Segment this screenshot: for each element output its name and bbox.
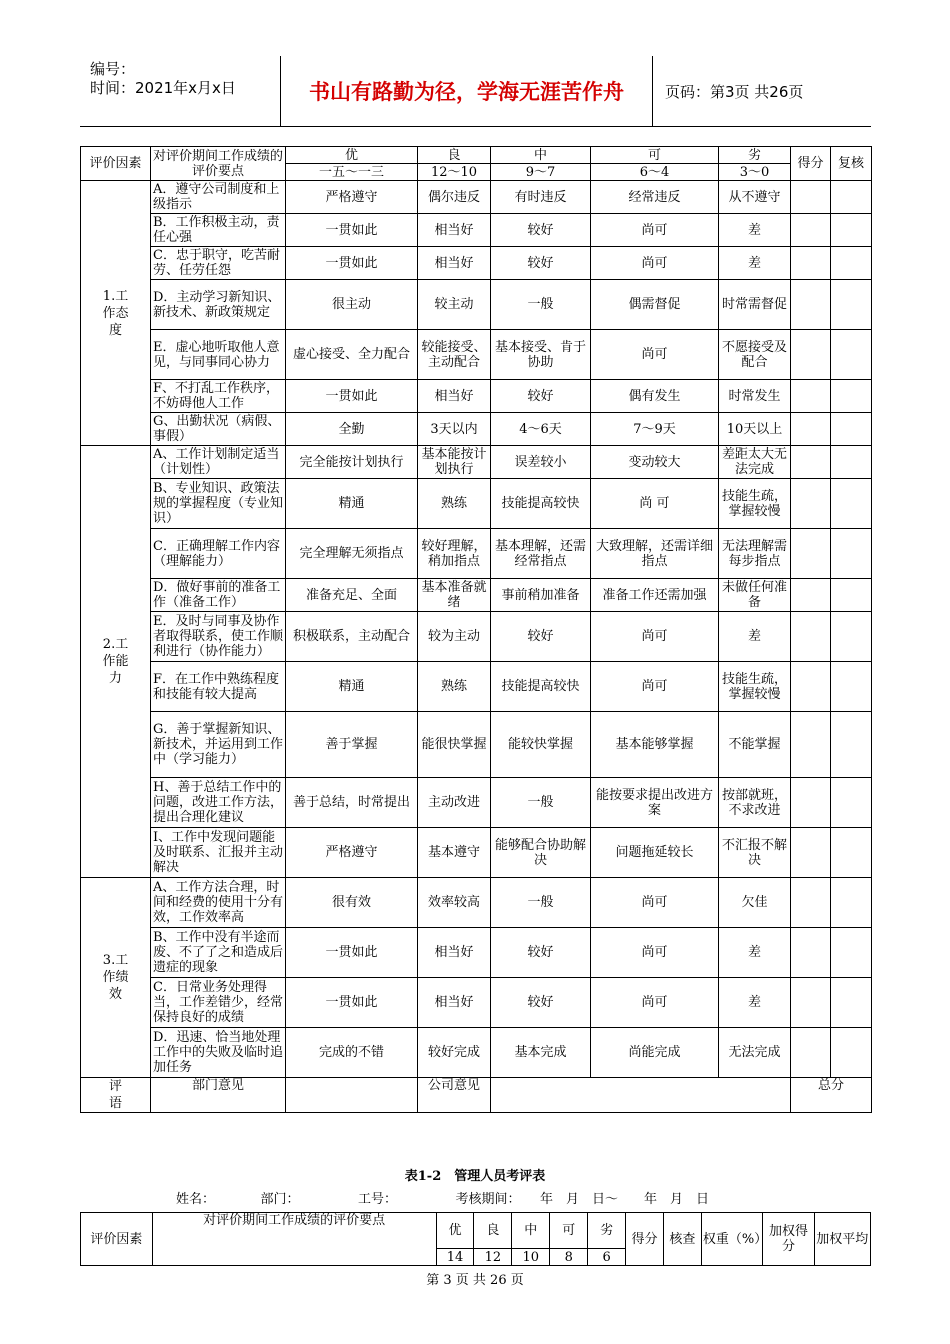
review-cell <box>831 662 872 712</box>
score-cell <box>791 712 831 778</box>
table-row <box>81 828 872 878</box>
table-row <box>81 579 872 612</box>
points-range: 一五～一三 <box>286 164 418 181</box>
score-cell <box>791 247 831 280</box>
table-row <box>81 479 872 529</box>
level-cell: 尚可 <box>591 978 719 1028</box>
review-cell <box>831 330 872 380</box>
level-cell: 4～6天 <box>491 413 591 446</box>
level-cell: 基本能够掌握 <box>591 712 719 778</box>
level-cell: 一贯如此 <box>286 928 418 978</box>
score-cell <box>791 978 831 1028</box>
level-cell: 基本能按计划执行 <box>418 446 491 479</box>
level-cell: 完全理解无须指点 <box>286 529 418 579</box>
level-cell: 较好 <box>491 612 591 662</box>
criterion-cell: E．及时与同事及协作者取得联系，使工作顺利进行（协作能力） <box>151 612 286 662</box>
level-cell: 变动较大 <box>591 446 719 479</box>
level-cell: 善于掌握 <box>286 712 418 778</box>
review-cell <box>831 214 872 247</box>
table-row <box>81 978 872 1028</box>
dept-opinion-label: 部门意见 <box>151 1078 286 1113</box>
level-cell: 精通 <box>286 662 418 712</box>
score-cell <box>791 878 831 928</box>
table-row <box>81 529 872 579</box>
table-row <box>81 662 872 712</box>
level-cell: 虚心接受、全力配合 <box>286 330 418 380</box>
score-cell <box>791 928 831 978</box>
level-cell: 严格遵守 <box>286 181 418 214</box>
criteria-header: 对评价期间工作成绩的评价要点 <box>151 147 286 181</box>
company-opinion-label: 公司意见 <box>418 1078 491 1113</box>
factor-cell: 3.工作绩效 <box>81 878 151 1078</box>
level-cell: 尚可 <box>591 247 719 280</box>
score-cell <box>791 380 831 413</box>
table-row <box>81 446 872 479</box>
comment-label: 评语 <box>81 1078 151 1113</box>
t2-points: 6 <box>588 1249 626 1266</box>
t2-grade-header: 劣 <box>588 1213 626 1249</box>
score-cell <box>791 330 831 380</box>
level-cell: 基本理解，还需经常指点 <box>491 529 591 579</box>
review-cell <box>831 380 872 413</box>
t2-grade-header: 可 <box>550 1213 588 1249</box>
level-cell: 技能提高较快 <box>491 662 591 712</box>
level-cell: 尚 可 <box>591 479 719 529</box>
level-cell: 不汇报不解决 <box>719 828 791 878</box>
t2-grade-header: 良 <box>474 1213 512 1249</box>
level-cell: 基本准备就绪 <box>418 579 491 612</box>
review-cell <box>831 529 872 579</box>
review-cell <box>831 247 872 280</box>
score-cell <box>791 413 831 446</box>
review-cell <box>831 978 872 1028</box>
level-cell: 时常发生 <box>719 380 791 413</box>
grade-header: 可 <box>591 147 719 164</box>
level-cell: 积极联系，主动配合 <box>286 612 418 662</box>
level-cell: 经常违反 <box>591 181 719 214</box>
doc-meta <box>90 60 280 98</box>
score-cell <box>791 446 831 479</box>
table2-title: 表1-2 管理人员考评表 <box>404 1169 546 1184</box>
level-cell: 差 <box>719 978 791 1028</box>
level-cell: 主动改进 <box>418 778 491 828</box>
grade-header: 劣 <box>719 147 791 164</box>
level-cell: 严格遵守 <box>286 828 418 878</box>
level-cell: 不能掌握 <box>719 712 791 778</box>
level-cell: 偶需督促 <box>591 280 719 330</box>
t2-grade-header: 优 <box>436 1213 474 1249</box>
level-cell: 相当好 <box>418 380 491 413</box>
review-cell <box>831 579 872 612</box>
level-cell: 按部就班，不求改进 <box>719 778 791 828</box>
header-divider <box>652 56 653 126</box>
level-cell: 一贯如此 <box>286 247 418 280</box>
review-cell <box>831 928 872 978</box>
score-cell <box>791 579 831 612</box>
level-cell: 7～9天 <box>591 413 719 446</box>
score-cell <box>791 828 831 878</box>
t2-points: 12 <box>474 1249 512 1266</box>
level-cell: 基本接受、肯于协助 <box>491 330 591 380</box>
level-cell: 较好 <box>491 247 591 280</box>
criterion-cell: A、工作方法合理，时间和经费的使用十分有效，工作效率高 <box>151 878 286 928</box>
score-cell <box>791 280 831 330</box>
t2-review-header: 核查 <box>663 1213 701 1266</box>
level-cell: 欠佳 <box>719 878 791 928</box>
level-cell: 尚可 <box>591 612 719 662</box>
review-cell <box>831 828 872 878</box>
level-cell: 尚可 <box>591 878 719 928</box>
level-cell: 基本遵守 <box>418 828 491 878</box>
level-cell: 相当好 <box>418 214 491 247</box>
level-cell: 很有效 <box>286 878 418 928</box>
review-cell <box>831 712 872 778</box>
factor-header: 评价因素 <box>81 147 151 181</box>
points-range: 3～0 <box>719 164 791 181</box>
level-cell: 全勤 <box>286 413 418 446</box>
level-cell: 一贯如此 <box>286 978 418 1028</box>
criterion-cell: A、工作计划制定适当（计划性） <box>151 446 286 479</box>
points-range: 9～7 <box>491 164 591 181</box>
factor-cell: 1.工作态度 <box>81 181 151 446</box>
level-cell: 较好 <box>491 978 591 1028</box>
level-cell: 无法完成 <box>719 1028 791 1078</box>
criterion-cell: F．在工作中熟练程度和技能有较大提高 <box>151 662 286 712</box>
level-cell: 很主动 <box>286 280 418 330</box>
score-cell <box>791 529 831 579</box>
criterion-cell: C．正确理解工作内容（理解能力） <box>151 529 286 579</box>
review-cell <box>831 479 872 529</box>
t2-weighted-avg-header: 加权平均 <box>814 1213 870 1266</box>
level-cell: 较好 <box>491 380 591 413</box>
level-cell: 较为主动 <box>418 612 491 662</box>
score-cell <box>791 778 831 828</box>
level-cell: 误差较小 <box>491 446 591 479</box>
score-cell <box>791 662 831 712</box>
level-cell: 较好 <box>491 928 591 978</box>
table-row <box>81 778 872 828</box>
review-cell <box>831 778 872 828</box>
criterion-cell: C．忠于职守，吃苦耐劳、任劳任怨 <box>151 247 286 280</box>
level-cell: 大致理解，还需详细指点 <box>591 529 719 579</box>
level-cell: 完成的不错 <box>286 1028 418 1078</box>
level-cell: 准备充足、全面 <box>286 579 418 612</box>
table-row <box>81 330 872 380</box>
table-row <box>81 380 872 413</box>
level-cell: 准备工作还需加强 <box>591 579 719 612</box>
level-cell: 差距太大无法完成 <box>719 446 791 479</box>
level-cell: 一般 <box>491 878 591 928</box>
level-cell: 精通 <box>286 479 418 529</box>
review-cell <box>831 612 872 662</box>
level-cell: 技能提高较快 <box>491 479 591 529</box>
level-cell: 熟练 <box>418 479 491 529</box>
t2-weighted-score-header: 加权得分 <box>763 1213 814 1266</box>
level-cell: 尚可 <box>591 330 719 380</box>
review-cell <box>831 878 872 928</box>
t2-grade-header: 中 <box>512 1213 550 1249</box>
level-cell: 善于总结，时常提出 <box>286 778 418 828</box>
factor-cell: 2.工作能力 <box>81 446 151 878</box>
criterion-cell: B、工作中没有半途而废、不了了之和造成后遗症的现象 <box>151 928 286 978</box>
grade-header: 良 <box>418 147 491 164</box>
table-row <box>81 214 872 247</box>
evaluation-table <box>80 146 872 1113</box>
level-cell: 技能生疏，掌握较慢 <box>719 479 791 529</box>
level-cell: 能很快掌握 <box>418 712 491 778</box>
grade-header: 中 <box>491 147 591 164</box>
review-cell <box>831 446 872 479</box>
t2-score-header: 得分 <box>626 1213 664 1266</box>
page-header <box>80 56 871 127</box>
level-cell: 尚可 <box>591 214 719 247</box>
level-cell: 能按要求提出改进方案 <box>591 778 719 828</box>
score-cell <box>791 181 831 214</box>
level-cell: 技能生疏，掌握较慢 <box>719 662 791 712</box>
criterion-cell: D．主动学习新知识、新技术、新政策规定 <box>151 280 286 330</box>
table-row <box>81 612 872 662</box>
level-cell: 尚可 <box>591 928 719 978</box>
header-motto: 书山有路勤为径，学海无涯苦作舟 <box>309 80 624 104</box>
table2-info-line: 姓名： 部门： 工号： 考核期间： 年 月 日～ 年 月 日 <box>176 1192 710 1207</box>
points-range: 6～4 <box>591 164 719 181</box>
criterion-cell: D．做好事前的准备工作（准备工作） <box>151 579 286 612</box>
table-row <box>81 280 872 330</box>
header-page-info: 页码：第3页 共26页 <box>665 82 804 101</box>
level-cell: 未做任何准备 <box>719 579 791 612</box>
review-cell <box>831 181 872 214</box>
level-cell: 有时违反 <box>491 181 591 214</box>
level-cell: 相当好 <box>418 978 491 1028</box>
level-cell: 从不遵守 <box>719 181 791 214</box>
t2-criteria-header: 对评价期间工作成绩的评价要点 <box>152 1213 436 1266</box>
table-row <box>81 712 872 778</box>
level-cell: 不愿接受及配合 <box>719 330 791 380</box>
table-row <box>81 247 872 280</box>
table-row <box>81 1028 872 1078</box>
review-header: 复核 <box>831 147 872 181</box>
criterion-cell: D．迅速、恰当地处理工作中的失败及临时追加任务 <box>151 1028 286 1078</box>
level-cell: 较好 <box>491 214 591 247</box>
table-row <box>81 878 872 928</box>
criterion-cell: I、工作中发现问题能及时联系、汇报并主动解决 <box>151 828 286 878</box>
criterion-cell: F、不打乱工作秩序，不妨碍他人工作 <box>151 380 286 413</box>
level-cell: 无法理解需每步指点 <box>719 529 791 579</box>
t2-points: 14 <box>436 1249 474 1266</box>
doc-time-label: 时间：2021年x月x日 <box>90 79 236 97</box>
score-header: 得分 <box>791 147 831 181</box>
doc-number-label: 编号： <box>90 60 136 78</box>
points-range: 12～10 <box>418 164 491 181</box>
level-cell: 较主动 <box>418 280 491 330</box>
table-row <box>81 928 872 978</box>
level-cell: 偶有发生 <box>591 380 719 413</box>
score-cell <box>791 214 831 247</box>
dept-opinion-field <box>286 1078 418 1113</box>
level-cell: 一般 <box>491 280 591 330</box>
table-row <box>81 181 872 214</box>
criterion-cell: H、善于总结工作中的问题，改进工作方法，提出合理化建议 <box>151 778 286 828</box>
grade-header: 优 <box>286 147 418 164</box>
page-footer: 第 3 页 共 26 页 <box>426 1273 524 1288</box>
t2-points: 8 <box>550 1249 588 1266</box>
criterion-cell: B．工作积极主动，责任心强 <box>151 214 286 247</box>
level-cell: 较能接受、主动配合 <box>418 330 491 380</box>
level-cell: 事前稍加准备 <box>491 579 591 612</box>
level-cell: 完全能按计划执行 <box>286 446 418 479</box>
level-cell: 一贯如此 <box>286 214 418 247</box>
level-cell: 一贯如此 <box>286 380 418 413</box>
level-cell: 差 <box>719 214 791 247</box>
review-cell <box>831 280 872 330</box>
level-cell: 较好完成 <box>418 1028 491 1078</box>
company-opinion-field <box>491 1078 791 1113</box>
review-cell <box>831 413 872 446</box>
level-cell: 尚可 <box>591 662 719 712</box>
criterion-cell: A．遵守公司制度和上级指示 <box>151 181 286 214</box>
level-cell: 10天以上 <box>719 413 791 446</box>
level-cell: 问题拖延较长 <box>591 828 719 878</box>
level-cell: 差 <box>719 612 791 662</box>
criterion-cell: B、专业知识、政策法规的掌握程度（专业知识） <box>151 479 286 529</box>
criterion-cell: G．善于掌握新知识、新技术，并运用到工作中（学习能力） <box>151 712 286 778</box>
level-cell: 相当好 <box>418 247 491 280</box>
criterion-cell: E．虚心地听取他人意见，与同事同心协力 <box>151 330 286 380</box>
level-cell: 能够配合协助解决 <box>491 828 591 878</box>
level-cell: 差 <box>719 247 791 280</box>
level-cell: 尚能完成 <box>591 1028 719 1078</box>
score-cell <box>791 479 831 529</box>
level-cell: 差 <box>719 928 791 978</box>
level-cell: 能较快掌握 <box>491 712 591 778</box>
score-cell <box>791 1028 831 1078</box>
total-score-label: 总分 <box>791 1078 872 1113</box>
criterion-cell: G、出勤状况（病假、事假） <box>151 413 286 446</box>
level-cell: 基本完成 <box>491 1028 591 1078</box>
criterion-cell: C．日常业务处理得当，工作差错少，经常保持良好的成绩 <box>151 978 286 1028</box>
review-cell <box>831 1028 872 1078</box>
level-cell: 一般 <box>491 778 591 828</box>
level-cell: 时常需督促 <box>719 280 791 330</box>
level-cell: 较好理解，稍加指点 <box>418 529 491 579</box>
score-cell <box>791 612 831 662</box>
table-row <box>81 413 872 446</box>
level-cell: 熟练 <box>418 662 491 712</box>
level-cell: 偶尔违反 <box>418 181 491 214</box>
t2-factor-header: 评价因素 <box>81 1213 153 1266</box>
level-cell: 3天以内 <box>418 413 491 446</box>
level-cell: 效率较高 <box>418 878 491 928</box>
t2-weight-header: 权重（%） <box>701 1213 762 1266</box>
t2-points: 10 <box>512 1249 550 1266</box>
level-cell: 相当好 <box>418 928 491 978</box>
manager-evaluation-table <box>80 1212 871 1266</box>
